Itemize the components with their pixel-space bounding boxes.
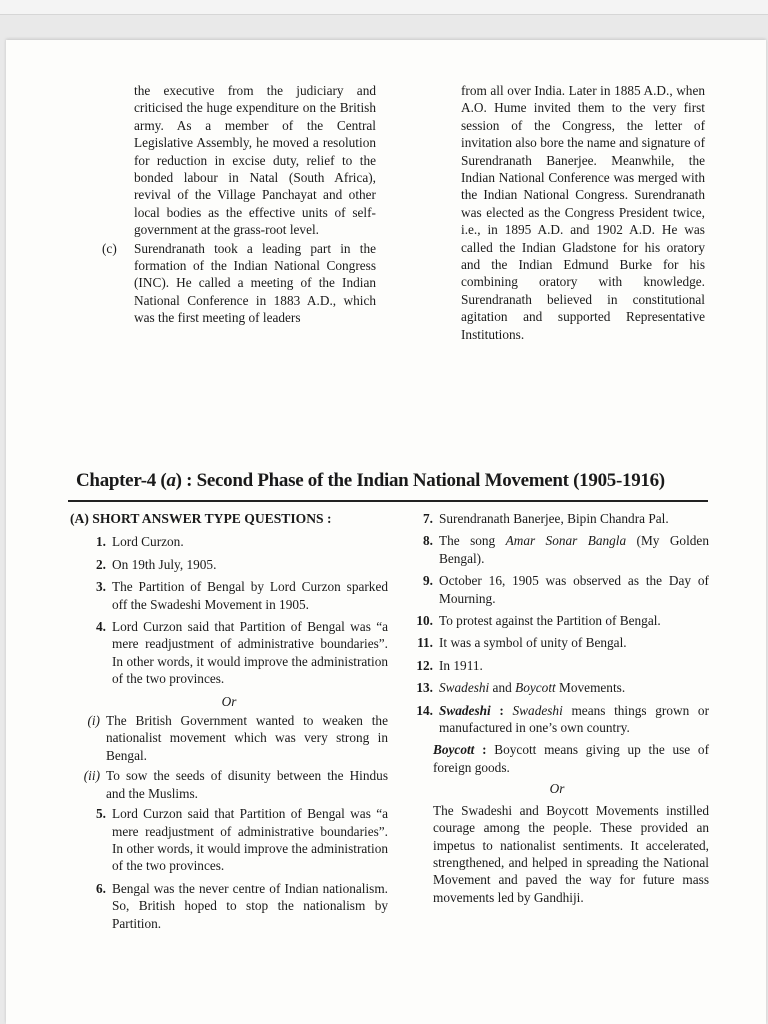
sub-item-i: [70, 712, 388, 764]
final-paragraph: The Swadeshi and Boycott Movements instilled courage among the people. These provided an impetus to nationalist sentiments. It accelerated, strengthened, and helped in spreading the National Movement and paved the way for future mass movements led by Gandhiji.: [433, 802, 709, 905]
paragraph: the executive from the judiciary and criticised the huge expenditure on the British army. As a member of the Central Legislative Assembly, he moved a resolution for reduction in excise duty, relief to the bonded labour in Natal (South Africa), revival of the Village Panchayat and other local bodies as the effective units of self-government at the grass-root level.: [134, 83, 376, 238]
term: Boycott: [515, 680, 556, 696]
sub-marker: (i): [87, 713, 100, 729]
boycott-definition: [433, 741, 709, 776]
term: Swadeshi: [439, 680, 490, 696]
item-marker: (c): [102, 240, 117, 256]
answer-number: 9.: [423, 573, 433, 589]
sub-text: The British Government wanted to weaken the nationalist movement which was very strong in Bengal.: [106, 713, 388, 763]
chapter-suffix: ) : Second Phase of the Indian National Movement (1905-1916): [175, 470, 665, 491]
text-part: and: [489, 680, 516, 696]
answer-number: 2.: [96, 556, 106, 572]
top-left-column: [102, 82, 376, 327]
answer-text: On 19th July, 1905.: [112, 556, 217, 572]
answer-number: 13.: [416, 680, 433, 696]
answer-text: It was a symbol of unity of Bengal.: [439, 635, 627, 651]
sub-item-ii: [70, 767, 388, 802]
answer-item: [70, 578, 388, 613]
answer-text: Lord Curzon said that Partition of Bengal was “a mere readjustment of administrative boundaries”. In other words, it would improve the administration of the two provinces.: [112, 806, 388, 874]
answer-item: [405, 657, 709, 674]
answer-text: [439, 532, 709, 567]
answer-text: [439, 702, 709, 737]
answer-text: Bengal was the never centre of Indian nationalism. So, British hoped to stop the nationalism by Partition.: [112, 880, 388, 931]
answer-text: [439, 679, 709, 696]
answer-item: [405, 532, 709, 567]
answer-text: Lord Curzon said that Partition of Bengal was “a mere readjustment of administrative boundaries”. In other words, it would improve the administration of the two provinces.: [112, 619, 388, 687]
answer-item: [70, 556, 388, 573]
separator: :: [474, 742, 495, 758]
sub-text: To sow the seeds of disunity between the Hindus and the Muslims.: [106, 768, 388, 801]
answer-item: [405, 510, 709, 527]
answer-number: 3.: [96, 579, 106, 595]
answer-item: [405, 702, 709, 737]
answer-text: The Partition of Bengal by Lord Curzon sparked off the Swadeshi Movement in 1905.: [112, 579, 388, 612]
answer-text: In 1911.: [439, 657, 483, 673]
answer-number: 7.: [423, 511, 433, 526]
title-rule: [68, 500, 708, 502]
or-divider: Or: [549, 781, 565, 797]
top-right-column: [461, 82, 705, 343]
answer-number: 11.: [417, 635, 433, 651]
text-part: Boycott means giving up the use of foreign goods.: [433, 742, 709, 775]
top-strip: [0, 0, 768, 15]
answer-text: To protest against the Partition of Bengal.: [439, 613, 661, 629]
answer-text: Lord Curzon.: [112, 534, 184, 550]
answer-number: 14.: [416, 702, 433, 718]
term: Swadeshi: [512, 702, 563, 718]
answer-number: 6.: [96, 880, 106, 896]
answer-text: Surendranath Banerjee, Bipin Chandra Pal.: [439, 511, 669, 526]
paragraph: from all over India. Later in 1885 A.D., when A.O. Hume invited them to the very first session of the Congress, the letter of invitation also bore the name and signature of Surendranath Banerjee. Meanwhile, the Indian National Conference was merged with the Indian National Congress. Surendranath was elected as the Congress President twice, i.e., in 1895 A.D. and 1902 A.D. He was called the Indian Gladstone for his oratory and the Indian Edmund Burke for his combining oratory with knowledge. Surendranath believed in constitutional agitation and supported Representative Institutions.: [461, 83, 705, 342]
term-heading: Swadeshi: [439, 702, 491, 718]
sub-marker: (ii): [83, 768, 100, 784]
chapter-prefix: Chapter-4 (: [76, 470, 167, 491]
text-part: The song: [439, 533, 506, 549]
list-item-c: [102, 240, 376, 327]
answer-number: 8.: [423, 533, 433, 549]
answer-item: [405, 572, 709, 607]
answer-text: October 16, 1905 was observed as the Day of Mourning.: [439, 573, 709, 606]
text-part: (My Golden Bengal).: [439, 533, 709, 566]
answer-number: 1.: [96, 534, 106, 550]
item-text: Surendranath took a leading part in the formation of the Indian National Congress (INC). He called a meeting of the Indian National Conference in 1883 A.D., which was the first meeting of leaders: [134, 240, 376, 326]
answer-number: 4.: [96, 619, 106, 635]
answer-item: [70, 805, 388, 875]
answer-item: [70, 533, 388, 550]
answer-item: [70, 618, 388, 688]
answer-number: 10.: [416, 613, 433, 629]
answer-item: [405, 634, 709, 651]
term-heading: Boycott: [433, 742, 475, 758]
separator: :: [490, 702, 513, 718]
text-part: Movements.: [555, 680, 626, 696]
answer-item: [405, 612, 709, 629]
answers-left-column: [70, 510, 388, 937]
song-title: Amar Sonar Bangla: [505, 533, 627, 549]
answer-number: 12.: [416, 657, 433, 673]
or-divider: Or: [221, 693, 237, 709]
answers-right-column: [405, 510, 709, 910]
text-part: means things grown or manufactured in one’s own country.: [439, 702, 710, 736]
answer-number: 5.: [96, 806, 106, 822]
chapter-part: a: [166, 470, 176, 491]
chapter-title: [76, 470, 706, 492]
answer-item: [405, 679, 709, 696]
section-heading: (A) SHORT ANSWER TYPE QUESTIONS :: [70, 511, 332, 526]
answer-item: [70, 880, 388, 932]
